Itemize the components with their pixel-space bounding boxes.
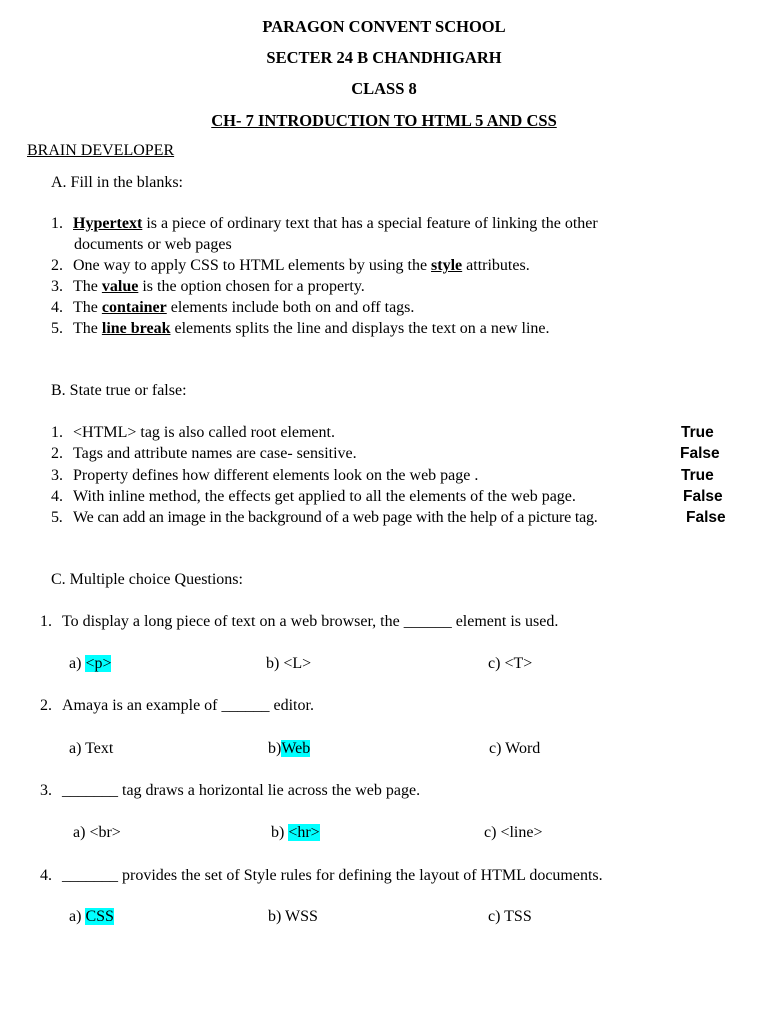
item-text: elements splits the line and displays the text on a new line. [170, 320, 550, 337]
class-title: CLASS 8 [351, 79, 417, 98]
tf-item-1 [51, 424, 335, 442]
option-prefix: c) [484, 824, 501, 841]
question-text: Amaya is an example of ______ editor. [62, 697, 314, 714]
section-title: BRAIN DEVELOPER [27, 142, 175, 159]
answer: container [101, 299, 167, 316]
item-text: Property defines how different elements look on the web page . [73, 467, 479, 484]
option-text: WSS [285, 908, 318, 925]
item-text: We can add an image in the background of a web page with the help of a picture tag. [73, 509, 598, 526]
answer: Hypertext [73, 215, 143, 232]
option-text: <hr> [288, 824, 320, 841]
mcq2-option-b [268, 740, 310, 758]
item-text: Tags and attribute names are case- sensitive. [73, 445, 357, 462]
mcq-question-2 [40, 697, 314, 715]
option-text: Web [281, 740, 311, 757]
fill-item-3 [51, 278, 365, 296]
item-text: is the option chosen for a property. [138, 278, 365, 295]
item-number: 1. [51, 215, 63, 232]
fill-item-5 [51, 320, 550, 338]
item-text: With inline method, the effects get applied to all the elements of the web page. [73, 488, 576, 505]
option-prefix: c) [488, 908, 505, 925]
item-number: 1. [51, 424, 63, 441]
mcq3-option-c [484, 824, 542, 842]
mcq2-option-c [489, 740, 540, 758]
mcq-question-3 [40, 782, 420, 800]
item-text: The [73, 299, 102, 316]
item-number: 5. [51, 320, 63, 337]
mcq1-option-b [266, 655, 311, 673]
mcq3-option-b [271, 824, 320, 842]
option-prefix: a) [69, 908, 86, 925]
option-text: <T> [504, 655, 533, 672]
fill-item-4 [51, 299, 414, 317]
item-number: 2. [51, 257, 63, 274]
tf-answer-1: True [681, 424, 714, 441]
mcq4-option-b [268, 908, 318, 926]
item-number: 4. [51, 488, 63, 505]
option-text: Text [85, 740, 114, 757]
question-text: To display a long piece of text on a web browser, the ______ element is used. [62, 613, 559, 630]
item-text: One way to apply CSS to HTML elements by using the [73, 257, 432, 274]
option-prefix: b) [266, 655, 284, 672]
chapter-title [0, 111, 768, 131]
tf-answer-5: False [686, 509, 726, 526]
item-text: attributes. [462, 257, 530, 274]
fill-item-2 [51, 257, 530, 275]
item-text: The [73, 320, 102, 337]
question-number: 3. [40, 782, 52, 799]
option-text: CSS [85, 908, 114, 925]
chapter-title-text: CH- 7 INTRODUCTION TO HTML 5 AND CSS [211, 111, 557, 130]
option-prefix: a) [69, 655, 86, 672]
item-number: 3. [51, 467, 63, 484]
fill-item-1-cont: documents or web pages [74, 236, 232, 253]
item-number: 3. [51, 278, 63, 295]
tf-item-3 [51, 467, 478, 485]
mcq1-option-a [69, 655, 111, 673]
question-text: _______ provides the set of Style rules for defining the layout of HTML documents. [62, 867, 603, 884]
school-address: SECTER 24 B CHANDHIGARH [266, 48, 502, 67]
option-text: <br> [89, 824, 121, 841]
option-text: TSS [504, 908, 532, 925]
mcq-question-4 [40, 867, 603, 885]
mcq4-option-a [69, 908, 114, 926]
item-text: elements include both on and off tags. [166, 299, 415, 316]
question-number: 1. [40, 613, 52, 630]
answer: line break [101, 320, 171, 337]
tf-item-2 [51, 445, 357, 463]
option-prefix: c) [489, 740, 506, 757]
school-name: PARAGON CONVENT SCHOOL [262, 17, 506, 36]
option-prefix: b) [268, 908, 286, 925]
tf-item-4 [51, 488, 576, 506]
mcq4-option-c [488, 908, 532, 926]
tf-answer-3: True [681, 467, 714, 484]
tf-item-5 [51, 509, 598, 527]
option-prefix: a) [73, 824, 90, 841]
true-false-heading: B. State true or false: [51, 382, 187, 399]
option-text: <p> [85, 655, 112, 672]
item-text: <HTML> tag is also called root element. [73, 424, 335, 441]
question-number: 2. [40, 697, 52, 714]
tf-answer-4: False [683, 488, 723, 505]
answer: style [431, 257, 463, 274]
option-text: Word [505, 740, 541, 757]
option-prefix: b) [268, 740, 282, 757]
tf-answer-2: False [680, 445, 720, 462]
option-prefix: c) [488, 655, 505, 672]
mcq2-option-a [69, 740, 113, 758]
item-text: is a piece of ordinary text that has a special feature of linking the other [142, 215, 598, 232]
question-number: 4. [40, 867, 52, 884]
option-prefix: a) [69, 740, 86, 757]
mcq-heading: C. Multiple choice Questions: [51, 571, 243, 588]
option-prefix: b) [271, 824, 289, 841]
item-number: 5. [51, 509, 63, 526]
question-text: _______ tag draws a horizontal lie across the web page. [62, 782, 421, 799]
item-number: 2. [51, 445, 63, 462]
option-text: <L> [283, 655, 312, 672]
option-text: <line> [500, 824, 543, 841]
fill-blanks-heading: A. Fill in the blanks: [51, 174, 183, 191]
mcq-question-1 [40, 613, 558, 631]
answer: value [101, 278, 139, 295]
item-text: The [73, 278, 102, 295]
item-number: 4. [51, 299, 63, 316]
mcq3-option-a [73, 824, 121, 842]
fill-item-1 [51, 215, 598, 233]
mcq1-option-c [488, 655, 532, 673]
